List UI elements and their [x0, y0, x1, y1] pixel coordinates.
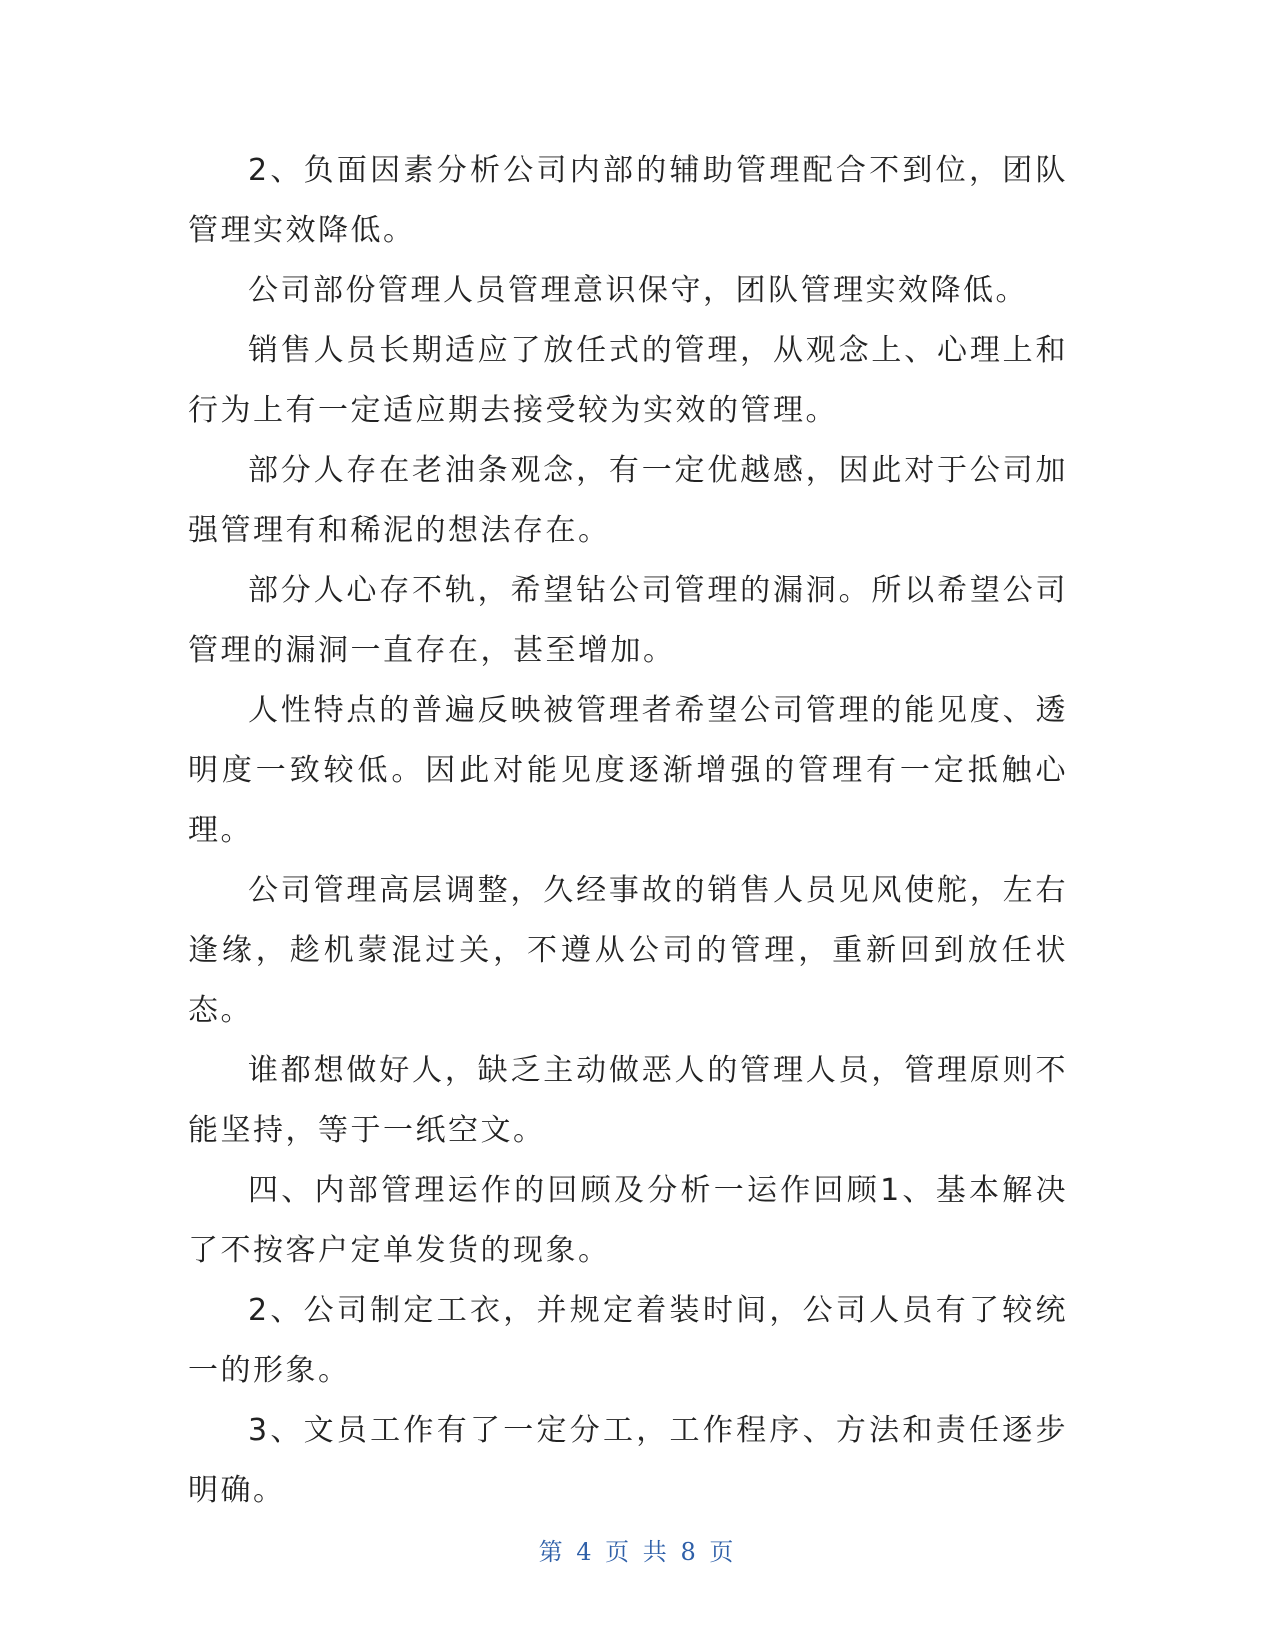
paragraph: 2、负面因素分析公司内部的辅助管理配合不到位，团队管理实效降低。: [188, 153, 1068, 248]
page-number-footer: 第 4 页 共 8 页: [538, 1538, 737, 1566]
document-body: [188, 141, 1068, 1521]
paragraph: 谁都想做好人，缺乏主动做恶人的管理人员，管理原则不能坚持，等于一纸空文。: [188, 1053, 1068, 1148]
paragraph: 公司部份管理人员管理意识保守，团队管理实效降低。: [248, 273, 1028, 308]
paragraph: 2、公司制定工衣，并规定着装时间，公司人员有了较统一的形象。: [188, 1293, 1068, 1388]
paragraph: 四、内部管理运作的回顾及分析一运作回顾1、基本解决了不按客户定单发货的现象。: [188, 1173, 1068, 1268]
paragraph: 销售人员长期适应了放任式的管理，从观念上、心理上和行为上有一定适应期去接受较为实效的管理。: [188, 333, 1068, 428]
paragraph: 3、文员工作有了一定分工，工作程序、方法和责任逐步明确。: [188, 1413, 1068, 1508]
paragraph: 部分人心存不轨，希望钻公司管理的漏洞。所以希望公司管理的漏洞一直存在，甚至增加。: [188, 573, 1068, 668]
paragraph: 部分人存在老油条观念，有一定优越感，因此对于公司加强管理有和稀泥的想法存在。: [188, 453, 1068, 548]
paragraph: 人性特点的普遍反映被管理者希望公司管理的能见度、透明度一致较低。因此对能见度逐渐增强的管理有一定抵触心理。: [188, 693, 1068, 848]
paragraph: 公司管理高层调整，久经事故的销售人员见风使舵，左右逢缘，趁机蒙混过关，不遵从公司的管理，重新回到放任状态。: [188, 873, 1068, 1028]
